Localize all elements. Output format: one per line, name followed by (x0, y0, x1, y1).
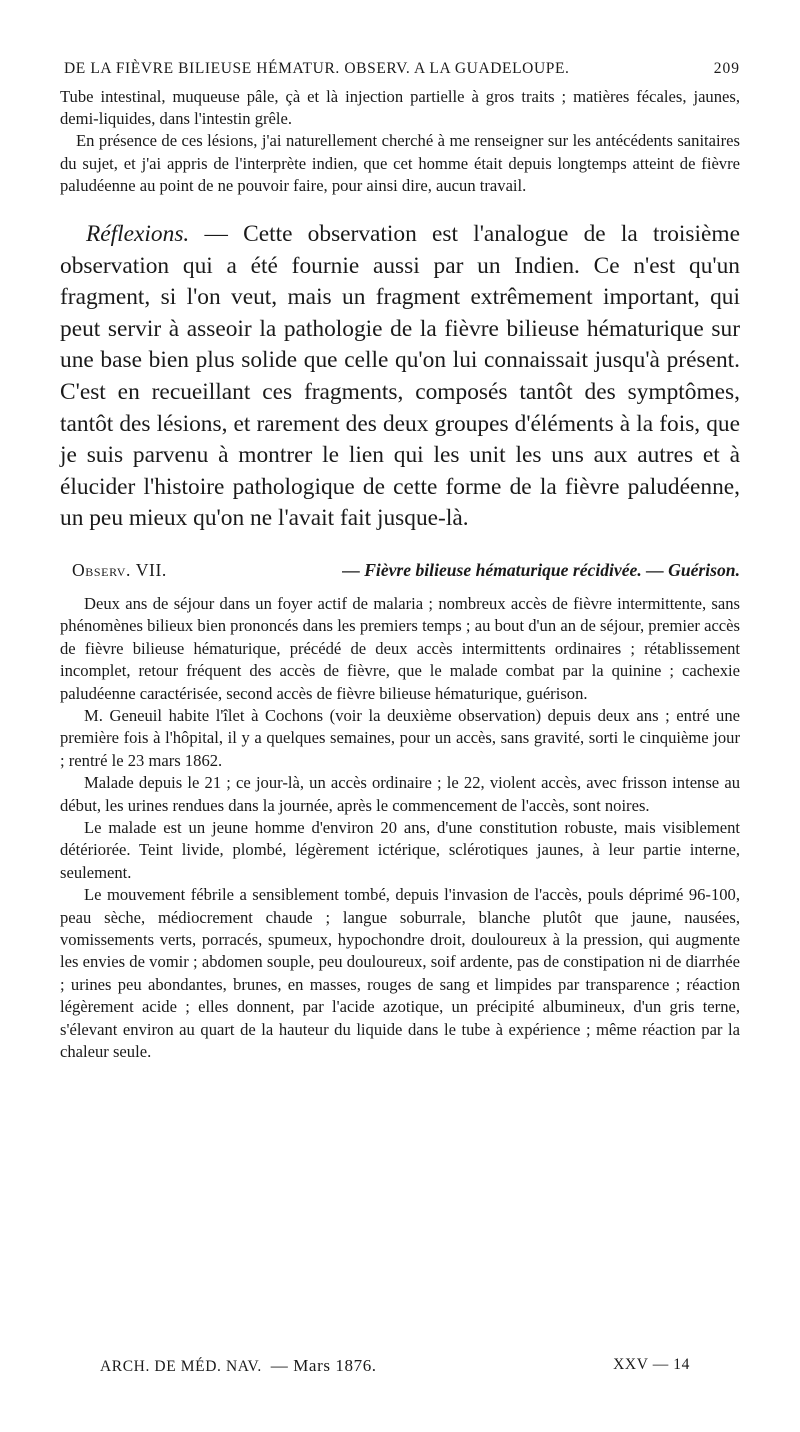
observation-heading (60, 557, 740, 583)
running-head-title: DE LA FIÈVRE BILIEUSE HÉMATUR. OBSERV. A LA GUADELOUPE. (64, 60, 570, 77)
page-number: 209 (713, 60, 740, 77)
observation-paragraph-1: Deux ans de séjour dans un foyer actif de malaria ; nombreux accès de fièvre intermittente, sans phénomènes bilieux bien prononcés dans les premiers temps ; au bout d'un an de séjour, premier accès de fièvre bilieuse hématurique, précédé de deux accès intermittents ordinaires ; rétablissement incomplet, retour fréquent des accès de fièvre, que le malade combat par la quinine ; cachexie paludéenne caractérisée, second accès de fièvre bilieuse hématurique, guérison. (60, 593, 740, 703)
observation-paragraph-3: Malade depuis le 21 ; ce jour-là, un accès ordinaire ; le 22, violent accès, avec frisson intense au début, les urines rendues dans la journée, après le commencement de l'accès, sont noires. (60, 773, 740, 815)
observation-title: — Fièvre bilieuse hématurique récidivée. — Guérison. (342, 559, 740, 580)
intro-paragraph-1: Tube intestinal, muqueuse pâle, çà et là injection partielle à gros traits ; matières fécales, jaunes, demi-liquides, dans l'intestin grêle. (60, 87, 740, 129)
observation-paragraph-5: Le mouvement fébrile a sensiblement tombé, depuis l'invasion de l'accès, pouls déprimé 96-100, peau sèche, médiocrement chaude ; langue soburrale, blanche plutôt que jaune, nausées, vomissements verts, porracés, spumeux, hypochondre droit, douloureux à la pression, qui augmente les envies de vomir ; abdomen souple, peu douloureux, soif ardente, pas de constipation ni de diarrhée ; urines peu abondantes, brunes, en masses, rouges de sang et limpides par transparence ; réaction légèrement acide ; elles donnent, par l'acide azotique, un précipité albumineux, d'un gris terne, s'élevant environ au quart de la hauteur du liquide dans le tube à expérience ; même réaction par la chaleur seule. (60, 885, 740, 1062)
reflexions-section (60, 219, 740, 535)
page-footer (100, 1356, 690, 1376)
intro-block (60, 86, 740, 197)
reflexions-lead: Réflexions. (86, 221, 190, 248)
observation-label: Observ. VII. (72, 559, 167, 580)
running-head (64, 60, 740, 86)
footer-journal: ARCH. DE MÉD. NAV. (100, 1358, 262, 1375)
footer-journal-line (100, 1356, 377, 1376)
observation-paragraph-4: Le malade est un jeune homme d'environ 20 ans, d'une constitution robuste, mais visiblement détériorée. Teint livide, plombé, légèrement ictérique, sclérotiques jaunes, à leur partie interne, seulement. (60, 818, 740, 882)
footer-date: — Mars 1876. (270, 1356, 377, 1375)
page-content (60, 60, 740, 1063)
reflexions-text: — Cette observation est l'analogue de la troisième observation qui a été fournie aussi par un Indien. Ce n'est qu'un fragment, si l'on veut, mais un fragment extrêmement important, qui peut servir à asseoir la pathologie de la fièvre bilieuse hématurique sur une base bien plus solide que celle qu'on lui connaissait jusqu'à présent. C'est en recueillant ces fragments, composés tantôt des symptômes, tantôt des lésions, et rarement des deux groupes d'éléments à la fois, que je suis parvenu à montrer le lien qui les unit les uns aux autres et à élucider l'histoire pathologique de cette forme de la fièvre paludéenne, un peu mieux qu'on ne l'avait fait jusque-là. (60, 221, 740, 532)
observation-paragraph-2: M. Geneuil habite l'îlet à Cochons (voir la deuxième observation) depuis deux ans ; entré une première fois à l'hôpital, il y a quelques semaines, pour un accès, sans gravité, sorti le cinquième jour ; rentré le 23 mars 1862. (60, 705, 740, 770)
reflexions-paragraph (60, 219, 740, 535)
observation-body (60, 593, 740, 1064)
footer-signature: XXV — 14 (613, 1356, 690, 1373)
intro-paragraph-2: En présence de ces lésions, j'ai naturellement cherché à me renseigner sur les antécédents sanitaires du sujet, et j'ai appris de l'interprète indien, que cet homme était depuis longtemps atteint de fièvre paludéenne au point de ne pouvoir faire, pour ainsi dire, aucun travail. (60, 131, 740, 195)
